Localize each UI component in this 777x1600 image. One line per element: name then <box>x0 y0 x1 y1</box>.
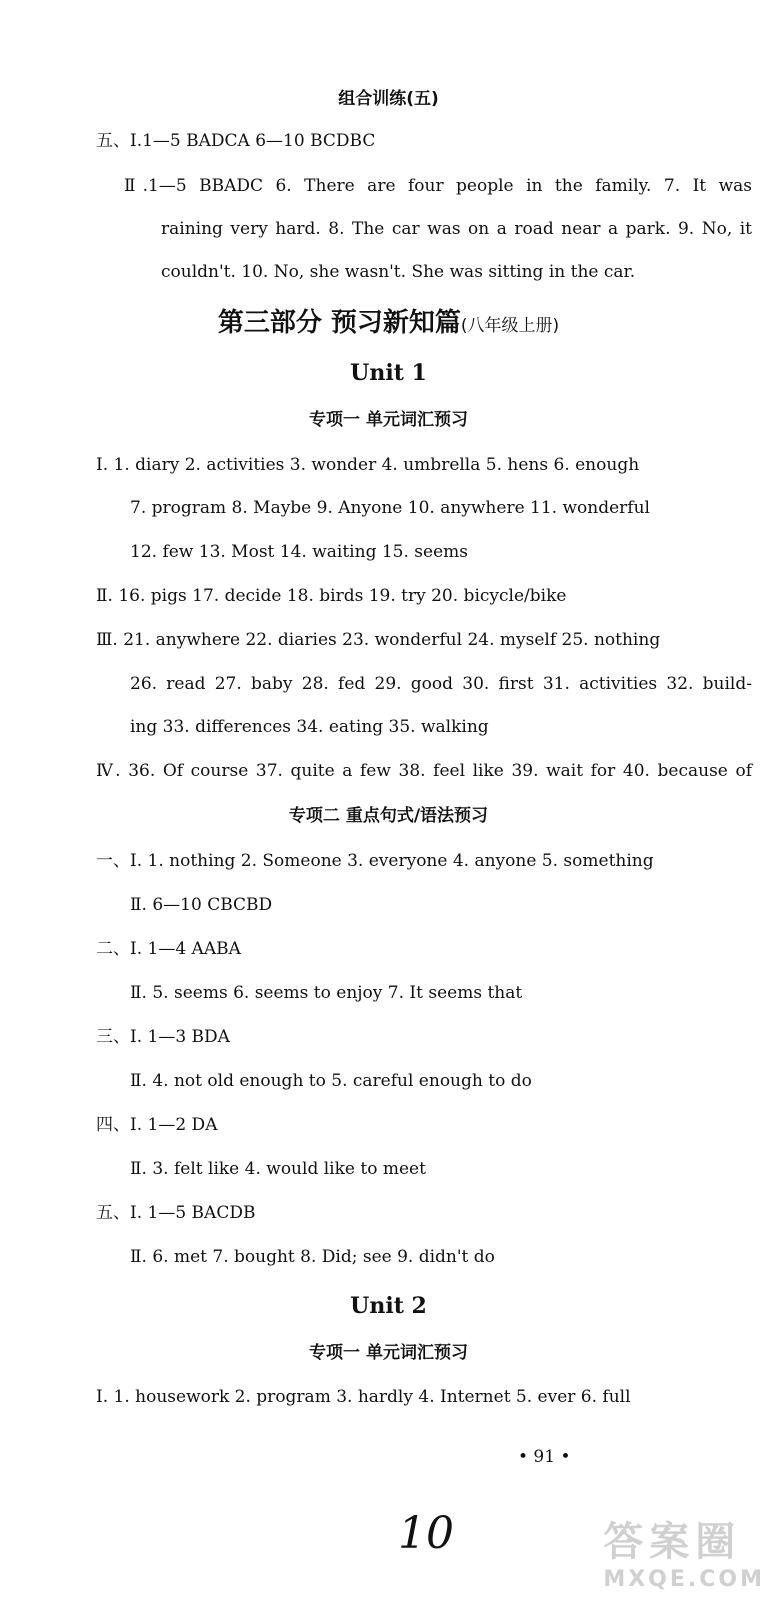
answer-line: Ⅱ. 4. not old enough to 5. careful enough to do <box>130 1071 532 1091</box>
answer-line: 7. program 8. Maybe 9. Anyone 10. anywhere 11. wonderful <box>130 498 650 518</box>
answer-line: Ⅲ. 21. anywhere 22. diaries 23. wonderful 24. myself 25. nothing <box>96 630 661 650</box>
vocab-preview-heading: 专项一 单元词汇预习 <box>309 410 468 430</box>
vocab-preview-heading-2: 专项一 单元词汇预习 <box>309 1343 468 1363</box>
combo-training-title: 组合训练(五) <box>338 89 439 109</box>
answer-line: ing 33. differences 34. eating 35. walking <box>130 717 489 737</box>
watermark-url: MXQE.COM <box>603 1567 765 1592</box>
answer-line: Ⅱ. 6. met 7. bought 8. Did; see 9. didn't do <box>130 1247 495 1267</box>
unit-1-heading: Unit 1 <box>350 360 427 386</box>
answer-line: Ⅳ. 36. Of course 37. quite a few 38. feel like 39. wait for 40. because of <box>96 761 752 781</box>
page-number: • 91 • <box>518 1447 571 1467</box>
answer-line: 二、Ⅰ. 1—4 AABA <box>96 939 241 959</box>
answer-line: couldn't. 10. No, she wasn't. She was sitting in the car. <box>161 262 636 282</box>
answer-line: 一、Ⅰ. 1. nothing 2. Someone 3. everyone 4. anyone 5. something <box>96 851 654 871</box>
grammar-preview-heading: 专项二 重点句式/语法预习 <box>288 806 489 826</box>
answer-line: Ⅱ. 16. pigs 17. decide 18. birds 19. try 20. bicycle/bike <box>96 586 567 606</box>
unit-2-heading: Unit 2 <box>350 1293 427 1319</box>
answer-line: 五、Ⅰ. 1—5 BACDB <box>96 1203 256 1223</box>
answer-line: 四、Ⅰ. 1—2 DA <box>96 1115 218 1135</box>
answer-line: Ⅱ. 5. seems 6. seems to enjoy 7. It seems that <box>130 983 523 1003</box>
answer-line: raining very hard. 8. The car was on a road near a park. 9. No, it <box>161 219 752 239</box>
answer-line: Ⅱ.1—5 BBADC 6. There are four people in the family. 7. It was <box>124 176 752 196</box>
answer-line: Ⅰ. 1. housework 2. program 3. hardly 4. Internet 5. ever 6. full <box>96 1387 631 1407</box>
part-title-main: 第三部分 预习新知篇 <box>217 308 461 338</box>
answer-line: Ⅱ. 6—10 CBCBD <box>130 895 273 915</box>
answer-line: 三、Ⅰ. 1—3 BDA <box>96 1027 230 1047</box>
site-watermark <box>603 1510 765 1592</box>
watermark-logo-text: 答案圈 <box>603 1519 742 1565</box>
answer-line: Ⅱ. 3. felt like 4. would like to meet <box>130 1159 426 1179</box>
answer-line: 12. few 13. Most 14. waiting 15. seems <box>130 542 468 562</box>
answer-line: Ⅰ. 1. diary 2. activities 3. wonder 4. umbrella 5. hens 6. enough <box>96 455 640 475</box>
answer-line: 26. read 27. baby 28. fed 29. good 30. first 31. activities 32. build- <box>130 674 752 694</box>
handwritten-note: 10 <box>398 1508 454 1559</box>
part-title-subtitle: (八年级上册) <box>460 316 560 336</box>
answer-line: 五、Ⅰ.1—5 BADCA 6—10 BCDBC <box>96 131 376 151</box>
part-title <box>0 306 777 343</box>
